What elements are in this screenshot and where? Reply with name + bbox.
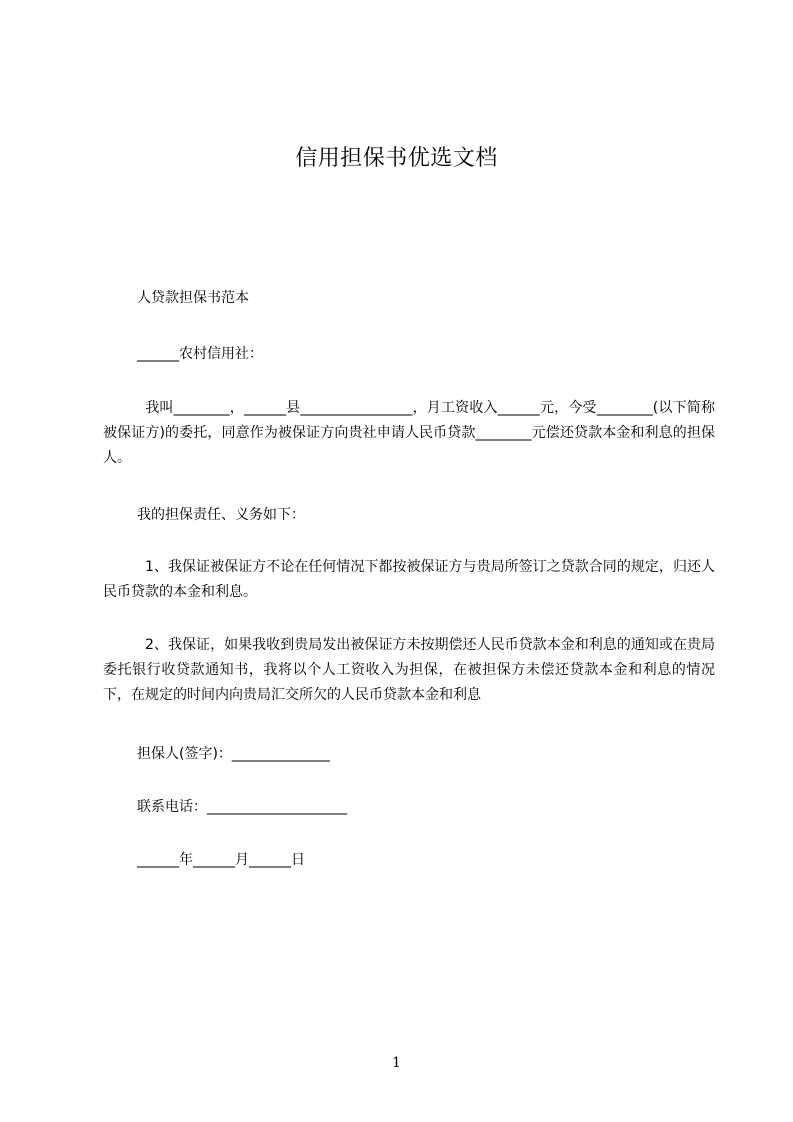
section-heading: 人贷款担保书范本: [137, 290, 249, 306]
contact-phone-line: 联系电话：____________________: [137, 799, 347, 815]
addressee-line: ______农村信用社：: [137, 346, 263, 362]
responsibility-intro: 我的担保责任、义务如下：: [137, 507, 305, 523]
date-line: ______年______月______日: [137, 852, 305, 868]
document-title: 信用担保书优选文档: [295, 146, 498, 171]
clause-1: 1、我保证被保证方不论在任何情况下都按被保证方与贵局所签订之贷款合同的规定，归还人民币贷款的本金和利息。: [103, 559, 715, 600]
clause-2: 2、我保证，如果我收到贵局发出被保证方未按期偿还人民币贷款本金和利息的通知或在贵局委托银行收贷款通知书，我将以个人工资收入为担保，在被担保方未偿还贷款本金和利息的情况下，在规定的时间内向贵局汇交所欠的人民币贷款本金和利息: [103, 637, 715, 703]
page-number: 1: [392, 1055, 401, 1071]
paragraph-guarantee-statement: 我叫________，______县________________，月工资收入______元，今受________(以下简称被保证方)的委托，同意作为被保证方向贵社申请人民币贷款________元偿还贷款本金和利息的担保人。: [103, 400, 715, 466]
guarantor-signature-line: 担保人(签字)：______________: [137, 746, 330, 762]
